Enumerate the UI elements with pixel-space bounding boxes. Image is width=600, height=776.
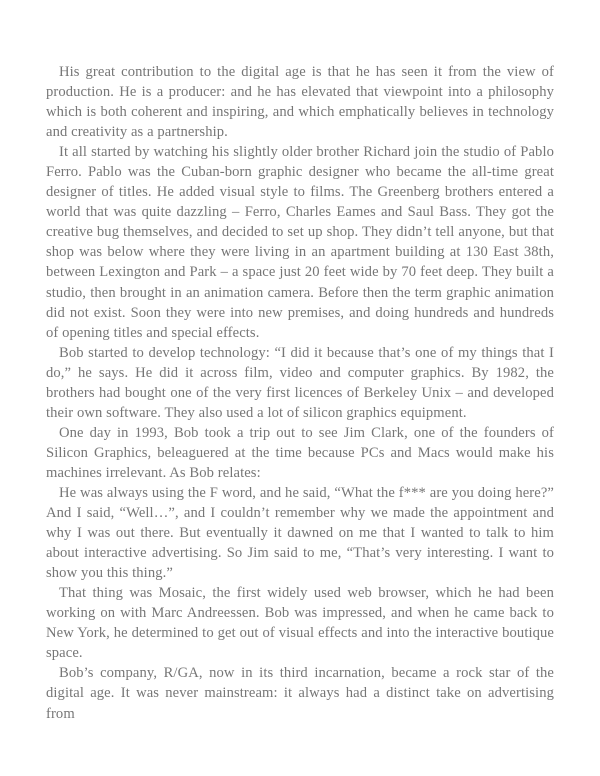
paragraph-bobs-company-rga: Bob’s company, R/GA, now in its third incarnation, became a rock star of the digital age. It was never mainstream: it always had a distinct take on advertising from	[46, 665, 554, 722]
paragraph-his-great-contribution: His great contribution to the digital age is that he has seen it from the view of production. He is a producer: and he has elevated that viewpoint into a philosophy which is both coherent and inspiring, and which emphatically believes in technology and creativity as a partnership.	[46, 64, 554, 141]
paragraph-mosaic: That thing was Mosaic, the first widely used web browser, which he had been working on with Marc Andreessen. Bob was impressed, and when he came back to New York, he determined to get out of visual effects and into the interactive boutique space.	[46, 585, 554, 662]
paragraph-it-all-started: It all started by watching his slightly older brother Richard join the studio of Pablo Ferro. Pablo was the Cuban-born graphic designer who became the all-time great designer of titles. He added visual style to films. The Greenberg brothers entered a world that was quite dazzling – Ferro, Charles Eames and Saul Bass. They got the creative bug themselves, and decided to set up shop. They didn’t tell anyone, but that shop was below where they were living in an apartment building at 130 East 38th, between Lexington and Park – a space just 20 feet wide by 70 feet deep. They built a studio, then brought in an animation camera. Before then the term graphic animation did not exist. Soon they were into new premises, and doing hundreds and hundreds of opening titles and special effects.	[46, 144, 554, 341]
paragraph-f-word-quote: He was always using the F word, and he said, “What the f*** are you doing here?” And I said, “Well…”, and I couldn’t remember why we made the appointment and why I was out there. But eventually it dawned on me that I wanted to talk to him about interactive advertising. So Jim said to me, “That’s very interesting. I want to show you this thing.”	[46, 484, 554, 582]
paragraph-one-day-1993: One day in 1993, Bob took a trip out to see Jim Clark, one of the founders of Silicon Graphics, beleaguered at the time because PCs and Macs would make his machines irrelevant. As Bob relates:	[46, 424, 554, 481]
paragraph-bob-started-technology: Bob started to develop technology: “I did it because that’s one of my things that I do,” he says. He did it across film, video and computer graphics. By 1982, the brothers had bought one of the very first licences of Berkeley Unix – and developed their own software. They also used a lot of silicon graphics equipment.	[46, 344, 554, 421]
